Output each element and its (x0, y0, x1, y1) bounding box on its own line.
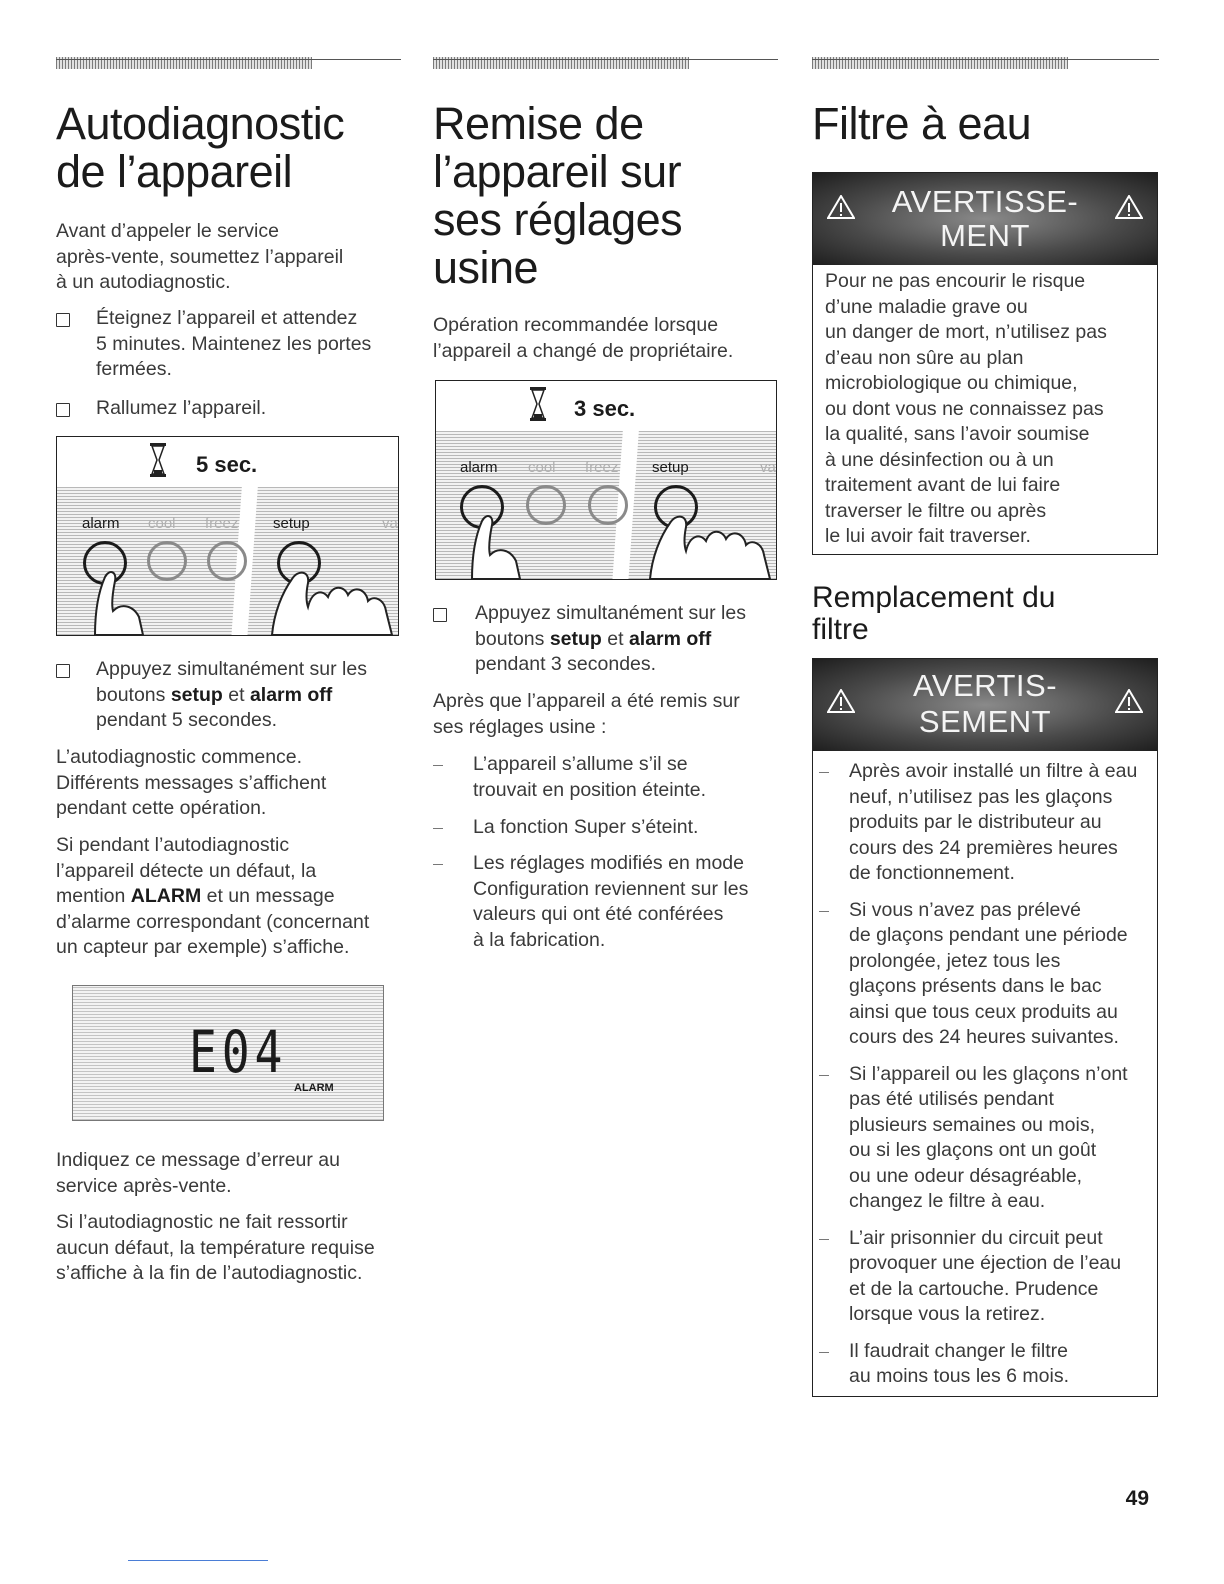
alarm-indicator: ALARM (294, 1082, 334, 1094)
checkbox-icon (56, 664, 70, 678)
timer-label: 3 sec. (574, 396, 636, 421)
freez-button (207, 541, 247, 581)
step-checkbox-1: Éteignez l’appareil et attendez 5 minutes. Maintenez les portes fermées. (56, 306, 371, 383)
warning-box-1 (812, 172, 1158, 555)
button-label-freez: freez (205, 515, 239, 532)
list-item: Après avoir installé un filtre à eau neuf, n’utilisez pas les glaçons produits par le distributeur au cours des 24 premières heures de fonctionnement. (819, 759, 1147, 887)
list-item: Les réglages modifiés en mode Configuration reviennent sur les valeurs qui ont été conférées à la fabrication. (433, 851, 748, 953)
button-press-illustration (56, 436, 399, 636)
list-item: Si vous n’avez pas prélevé de glaçons pendant une période prolongée, jetez tous les glaçons présents dans le bac ainsi que tous ceux produits au cours des 24 heures suivantes. (819, 898, 1147, 1051)
subsection-title-filter-replacement: Remplacement du filtre (812, 581, 1056, 646)
intro-text: Opération recommandée lorsque l’appareil a changé de propriétaire. (433, 314, 734, 362)
section-rule-3 (812, 57, 1159, 69)
button-label-cool: cool (528, 459, 556, 476)
error-code: E04 (189, 1018, 288, 1086)
list-item: Si l’appareil ou les glaçons n’ont pas été utilisés pendant plusieurs semaines ou mois, ou si les glaçons ont un goût ou une odeur désagréable, changez le filtre à eau. (819, 1062, 1147, 1215)
pressing-finger-icon (77, 555, 147, 635)
section-rule-2 (433, 57, 778, 69)
footer-rule (128, 1560, 268, 1561)
button-label-va: va (382, 515, 398, 532)
warning-header: AVERTIS- SEMENT (813, 659, 1157, 751)
list-item: Il faudrait changer le filtre au moins tous les 6 mois. (819, 1339, 1147, 1390)
button-label-alarm: alarm (460, 459, 498, 476)
list-item: L’appareil s’allume s’il se trouvait en position éteinte. (433, 752, 706, 803)
warning-list (813, 751, 1157, 1396)
button-label-cool: cool (148, 515, 176, 532)
paragraph-alarm: Si pendant l’autodiagnostic l’appareil détecte un défaut, la mention ALARM et un message d’alarme correspondant (concernant un capteur par exemple) s’affiche. (56, 834, 370, 958)
hourglass-icon (149, 443, 167, 477)
button-label-setup: setup (652, 459, 689, 476)
step-checkbox-2: Rallumez l’appareil. (56, 396, 266, 422)
cool-button (147, 541, 187, 581)
warning-header: AVERTISSE- MENT (813, 173, 1157, 265)
checkbox-icon (433, 608, 447, 622)
freez-button (588, 485, 628, 525)
warning-icon (1115, 689, 1143, 713)
pressing-hand-icon (262, 549, 398, 635)
button-label-setup: setup (273, 515, 310, 532)
section-title-water-filter: Filtre à eau (812, 98, 1032, 149)
warning-box-2 (812, 658, 1158, 1397)
paragraph-no-fault: Si l’autodiagnostic ne fait ressortir aucun défaut, la température requise s’affiche à la fin de l’autodiagnostic. (56, 1211, 375, 1284)
intro-text: Avant d’appeler le service après-vente, soumettez l’appareil à un autodiagnostic. (56, 220, 344, 293)
paragraph-report-error: Indiquez ce message d’erreur au service après-vente. (56, 1149, 340, 1197)
step-checkbox-1: Appuyez simultanément sur les boutons setup et alarm off pendant 3 secondes. (433, 601, 746, 678)
pressing-finger-icon (454, 499, 524, 579)
checkbox-icon (56, 313, 70, 327)
page-number: 49 (1125, 1487, 1149, 1510)
paragraph-after-reset: Après que l’appareil a été remis sur ses réglages usine : (433, 690, 740, 738)
button-label-freez: freez (585, 459, 619, 476)
pressing-hand-icon (640, 493, 776, 579)
checkbox-icon (56, 403, 70, 417)
step-checkbox-3: Appuyez simultanément sur les boutons setup et alarm off pendant 5 secondes. (56, 657, 367, 734)
hourglass-icon (529, 387, 547, 421)
error-display (72, 985, 384, 1121)
button-label-va: va (760, 459, 776, 476)
section-rule-1 (56, 57, 401, 69)
timer-label: 5 sec. (196, 452, 258, 477)
list-item: La fonction Super s’éteint. (433, 815, 698, 841)
paragraph-diagnostic-start: L’autodiagnostic commence. Différents messages s’affichent pendant cette opération. (56, 746, 327, 819)
section-title-factory-reset: Remise de l’appareil sur ses réglages usine (433, 98, 683, 293)
button-label-alarm: alarm (82, 515, 120, 532)
list-item: L’air prisonnier du circuit peut provoquer une éjection de l’eau et de la cartouche. Prudence lorsque vous la retirez. (819, 1226, 1147, 1328)
cool-button (526, 485, 566, 525)
section-title-autodiagnostic: Autodiagnostic de l’appareil (56, 98, 345, 197)
warning-text: Pour ne pas encourir le risque d’une maladie grave ou un danger de mort, n’utilisez pas d’eau non sûre au plan microbiologique ou chimique, ou dont vous ne connaissez pas la qualité, sans l’avoir soumise à une désinfection ou à un traitement avant de lui faire traverser le filtre ou après le lui avoir fait traverser. (825, 270, 1107, 547)
warning-icon (1115, 195, 1143, 219)
button-press-illustration (435, 380, 777, 580)
